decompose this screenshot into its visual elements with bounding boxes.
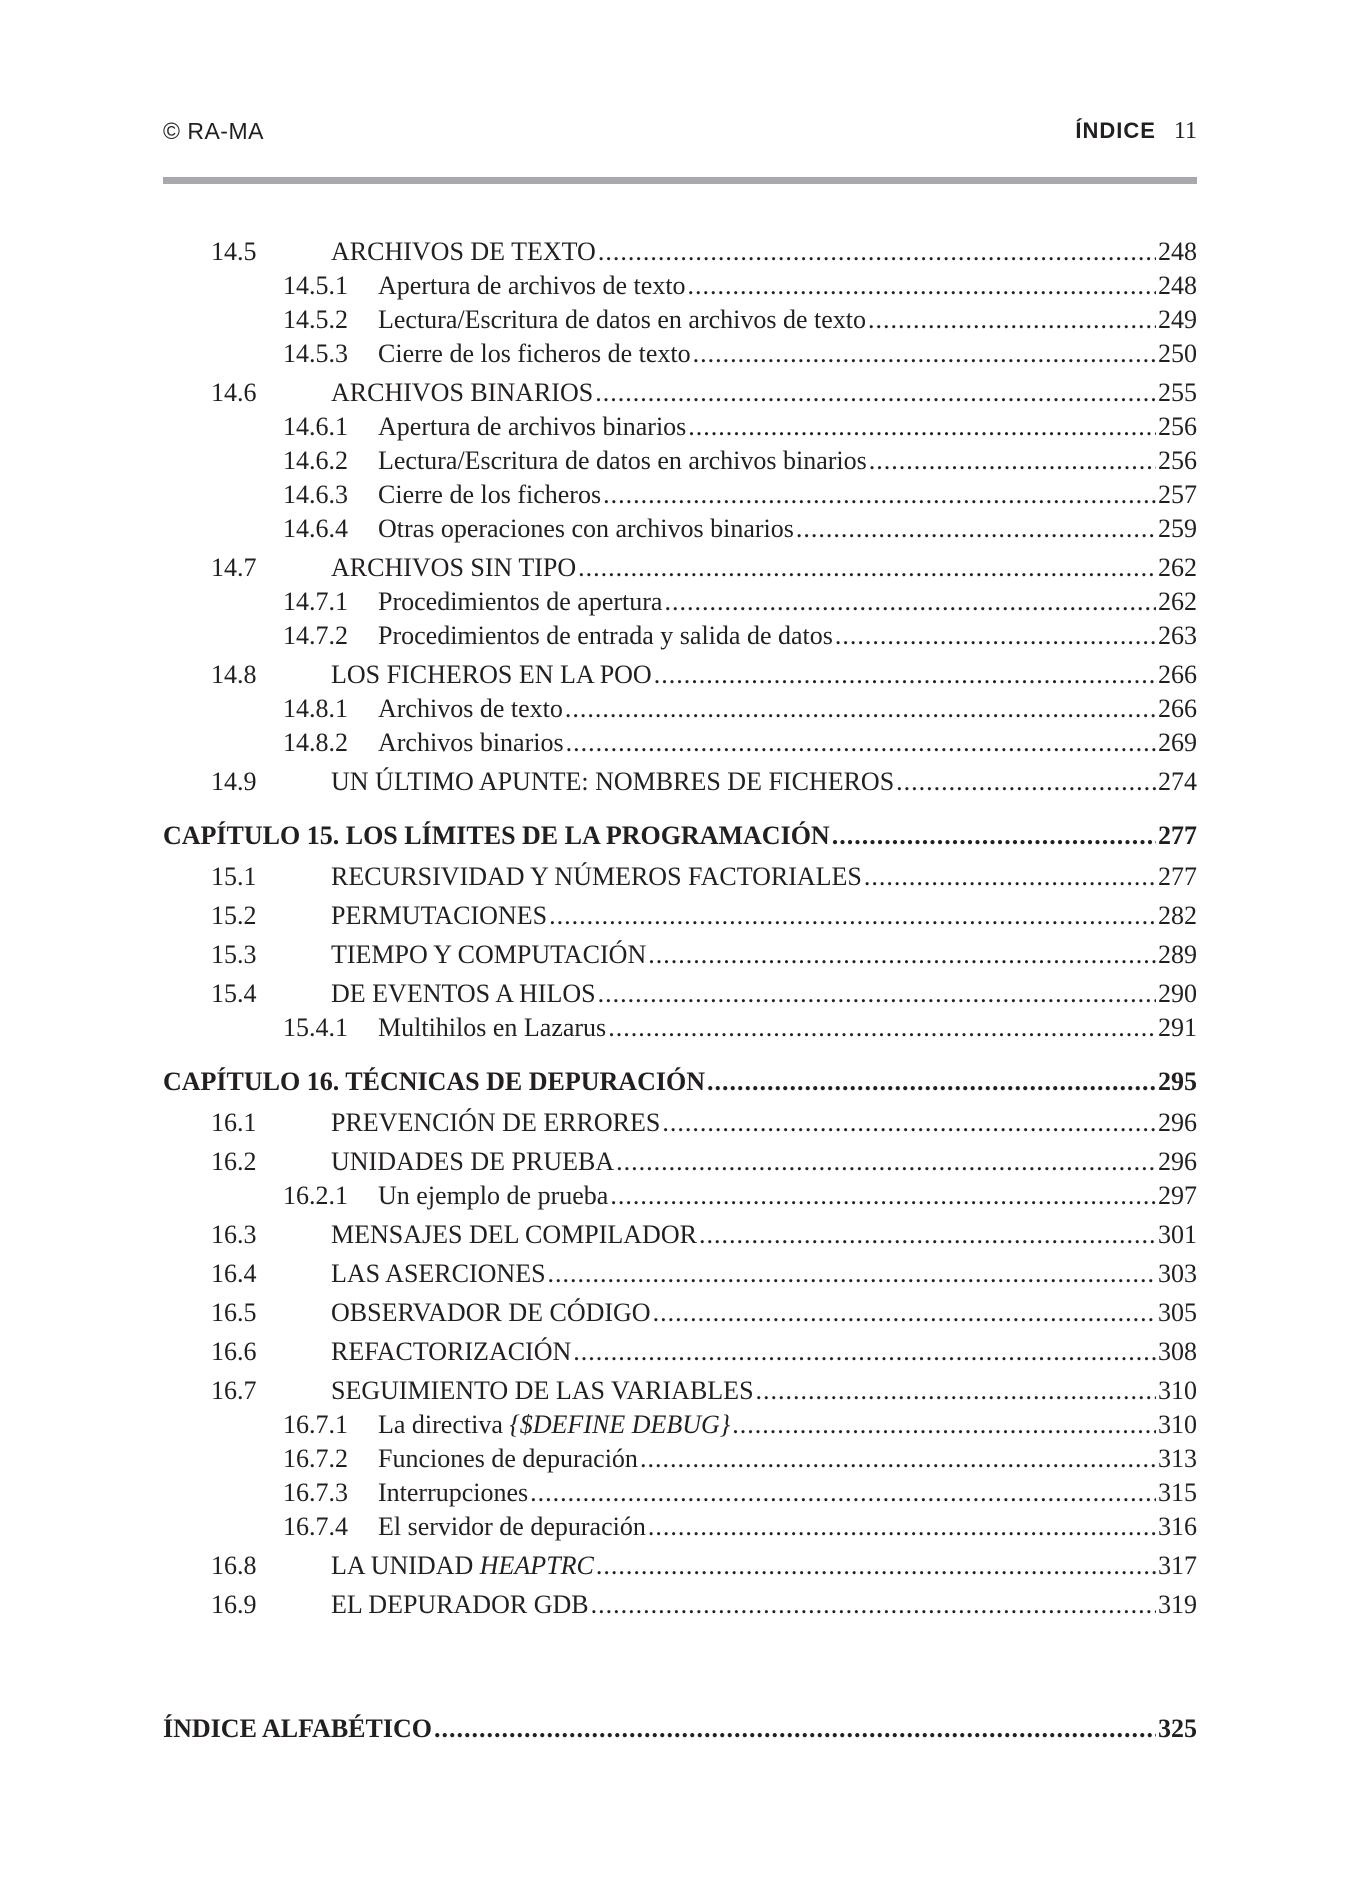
toc-entry (163, 1218, 1197, 1252)
toc-entry (163, 1179, 1197, 1213)
dot-leader (548, 1257, 1156, 1291)
toc-entry-page: 297 (1158, 1181, 1197, 1210)
toc-entry-title-text: REFACTORIZACIÓN (331, 1337, 572, 1366)
toc-entry-page: 290 (1158, 979, 1197, 1008)
toc-entry (163, 765, 1197, 799)
toc-entry-title (378, 1442, 638, 1476)
toc-entry (163, 1442, 1197, 1476)
toc-entry-number: 16.6 (211, 1337, 257, 1366)
dot-leader (868, 303, 1156, 337)
toc-entry-page: 248 (1158, 237, 1197, 266)
toc-entry-page: 296 (1158, 1147, 1197, 1176)
dot-leader (608, 1011, 1156, 1045)
toc-entry-title (331, 1218, 697, 1252)
toc-entry-page: 305 (1158, 1298, 1197, 1327)
table-of-contents (163, 230, 1197, 1746)
toc-entry-title (378, 726, 564, 760)
toc-entry-number: 14.7 (211, 553, 257, 582)
dot-leader (598, 235, 1156, 269)
toc-entry-title-text: PERMUTACIONES (331, 901, 548, 930)
toc-entry-title (378, 1408, 730, 1442)
toc-entry-page: 295 (1158, 1067, 1197, 1096)
toc-entry-page: 266 (1158, 694, 1197, 723)
toc-entry-title (378, 1179, 608, 1213)
toc-entry-title (378, 303, 866, 337)
toc-entry-page: 263 (1158, 621, 1197, 650)
toc-entry-title (331, 235, 596, 269)
dot-leader (832, 819, 1156, 853)
toc-entry-number: 14.7.2 (283, 621, 348, 650)
toc-entry-title (378, 1510, 646, 1544)
toc-entry-title (331, 1549, 594, 1583)
toc-entry-title-text: Otras operaciones con archivos binarios (378, 514, 794, 543)
toc-entry-number: 14.6.4 (283, 514, 348, 543)
toc-entry (163, 269, 1197, 303)
toc-entry-page: 291 (1158, 1013, 1197, 1042)
toc-entry-number: 16.1 (211, 1108, 257, 1137)
toc-entry-title (331, 658, 652, 692)
toc-entry-title-text: DE EVENTOS A HILOS (331, 979, 596, 1008)
dot-leader (648, 938, 1156, 972)
toc-entry-page: 256 (1158, 446, 1197, 475)
dot-leader (664, 585, 1156, 619)
toc-entry (163, 444, 1197, 478)
toc-entry-title-text: LOS FICHEROS EN LA POO (331, 660, 652, 689)
toc-entry-number: 16.3 (211, 1220, 257, 1249)
toc-entry-page: 248 (1158, 271, 1197, 300)
toc-entry-number: 15.4 (211, 979, 257, 1008)
toc-entry-number: 14.8.2 (283, 728, 348, 757)
toc-entry (163, 726, 1197, 760)
toc-entry-title-text: Lectura/Escritura de datos en archivos de texto (378, 305, 867, 334)
dot-leader (699, 1218, 1156, 1252)
toc-entry-number: 15.1 (211, 862, 257, 891)
toc-entry-title-text: Un ejemplo de prueba (378, 1181, 609, 1210)
toc-entry-title (331, 1257, 546, 1291)
toc-entry-title (331, 1588, 589, 1622)
toc-entry-title-text: Procedimientos de apertura (378, 587, 663, 616)
toc-entry-number: 14.7.1 (283, 587, 348, 616)
toc-entry-title-text: PREVENCIÓN DE ERRORES (331, 1108, 661, 1137)
toc-entry-number: 15.2 (211, 901, 257, 930)
dot-leader (565, 692, 1156, 726)
dot-leader (616, 1145, 1156, 1179)
toc-entry-number: 15.3 (211, 940, 257, 969)
toc-entry-number: 16.2 (211, 1147, 257, 1176)
page-number: 11 (1173, 118, 1197, 144)
toc-entry (163, 658, 1197, 692)
toc-entry-page: 317 (1158, 1551, 1197, 1580)
toc-entry (163, 585, 1197, 619)
toc-entry-title-text: MENSAJES DEL COMPILADOR (331, 1220, 697, 1249)
toc-entry-title-text: Cierre de los ficheros de texto (378, 339, 691, 368)
toc-entry-title-text: Cierre de los ficheros (378, 480, 602, 509)
dot-leader (595, 376, 1156, 410)
toc-entry-number: 16.8 (211, 1551, 257, 1580)
dot-leader (573, 1335, 1156, 1369)
toc-entry (163, 899, 1197, 933)
dot-leader (688, 410, 1156, 444)
toc-entry-page: 316 (1158, 1512, 1197, 1541)
toc-entry-page: 301 (1158, 1220, 1197, 1249)
toc-entry-number: 14.5.3 (283, 339, 348, 368)
toc-entry-title-text: Archivos de texto (378, 694, 563, 723)
toc-entry (163, 692, 1197, 726)
toc-entry-title (331, 1296, 651, 1330)
toc-entry-title-italic: HEAPTRC (479, 1551, 594, 1580)
toc-entry-page: 308 (1158, 1337, 1197, 1366)
toc-entry-title (331, 977, 596, 1011)
toc-entry-title-italic: {$DEFINE DEBUG} (509, 1410, 731, 1439)
toc-entry-page: 313 (1158, 1444, 1197, 1473)
toc-entry-title-text: EL DEPURADOR GDB (331, 1590, 589, 1619)
toc-entry-title-text: Archivos binarios (378, 728, 564, 757)
dot-leader (434, 1712, 1156, 1746)
dot-leader (654, 658, 1156, 692)
toc-entry-title (331, 899, 547, 933)
toc-entry-title (378, 1011, 606, 1045)
toc-entry (163, 551, 1197, 585)
toc-entry-title (378, 512, 794, 546)
toc-entry (163, 1296, 1197, 1330)
toc-entry (163, 337, 1197, 371)
toc-entry-title-text: RECURSIVIDAD Y NÚMEROS FACTORIALES (331, 862, 862, 891)
toc-entry-page: 303 (1158, 1259, 1197, 1288)
toc-entry-title-text: Apertura de archivos de texto (378, 271, 686, 300)
toc-entry (163, 1476, 1197, 1510)
toc-entry-number: 16.4 (211, 1259, 257, 1288)
toc-entry (163, 977, 1197, 1011)
toc-entry-page: 274 (1158, 767, 1197, 796)
dot-leader (693, 337, 1156, 371)
toc-entry (163, 410, 1197, 444)
toc-entry-title-text: Apertura de archivos binarios (378, 412, 687, 441)
toc-entry-number: 16.7.3 (283, 1478, 348, 1507)
toc-entry-number: 16.7 (211, 1376, 257, 1405)
toc-entry (163, 512, 1197, 546)
toc-entry-title (378, 269, 686, 303)
toc-entry (163, 819, 1197, 855)
toc-entry-title-text: Interrupciones (378, 1478, 529, 1507)
toc-entry-page: 325 (1158, 1714, 1197, 1743)
toc-entry (163, 478, 1197, 512)
dot-leader (869, 444, 1156, 478)
toc-entry-page: 256 (1158, 412, 1197, 441)
dot-leader (566, 726, 1156, 760)
toc-entry-page: 257 (1158, 480, 1197, 509)
toc-entry-title (331, 860, 862, 894)
toc-entry (163, 619, 1197, 653)
dot-leader (610, 1179, 1156, 1213)
toc-entry (163, 1065, 1197, 1101)
toc-entry-title (378, 585, 662, 619)
toc-entry-number: 14.9 (211, 767, 257, 796)
toc-entry-number: 16.7.2 (283, 1444, 348, 1473)
toc-entry (163, 938, 1197, 972)
dot-leader (640, 1442, 1156, 1476)
toc-entry-page: 282 (1158, 901, 1197, 930)
toc-entry-title-text: UNIDADES DE PRUEBA (331, 1147, 615, 1176)
dot-leader (864, 860, 1156, 894)
toc-entry-number: 14.6.3 (283, 480, 348, 509)
toc-entry-title (378, 619, 833, 653)
toc-entry (163, 1408, 1197, 1442)
toc-entry-title (163, 819, 830, 853)
toc-entry-page: 310 (1158, 1410, 1197, 1439)
header-right (1075, 118, 1197, 145)
toc-entry-page: 310 (1158, 1376, 1197, 1405)
dot-leader (603, 478, 1156, 512)
toc-entry-number: 16.5 (211, 1298, 257, 1327)
toc-entry-title-text: El servidor de depuración (378, 1512, 646, 1541)
dot-leader (598, 977, 1156, 1011)
toc-entry-title (331, 376, 593, 410)
toc-entry-page: 250 (1158, 339, 1197, 368)
toc-entry-number: 14.5 (211, 237, 257, 266)
toc-entry-title-text: LAS ASERCIONES (331, 1259, 546, 1288)
dot-leader (578, 551, 1156, 585)
toc-entry (163, 303, 1197, 337)
toc-entry-title (331, 1374, 754, 1408)
header-rule (163, 177, 1197, 184)
toc-entry-number: 14.5.2 (283, 305, 348, 334)
running-header (163, 118, 1197, 152)
header-title: ÍNDICE (1075, 118, 1156, 143)
toc-entry-page: 249 (1158, 305, 1197, 334)
toc-entry-title (378, 1476, 528, 1510)
dot-leader (732, 1408, 1156, 1442)
toc-entry-title (163, 1712, 432, 1746)
dot-leader (530, 1476, 1156, 1510)
dot-leader (896, 765, 1156, 799)
toc-entry (163, 1335, 1197, 1369)
toc-entry (163, 1549, 1197, 1583)
toc-entry-page: 259 (1158, 514, 1197, 543)
toc-entry-title-text: ARCHIVOS BINARIOS (331, 378, 594, 407)
toc-entry-number: 14.6 (211, 378, 257, 407)
toc-entry (163, 1510, 1197, 1544)
toc-entry-title (331, 1335, 571, 1369)
toc-entry-title (331, 765, 894, 799)
toc-entry-number: 16.2.1 (283, 1181, 348, 1210)
toc-entry-number: 14.6.1 (283, 412, 348, 441)
toc-entry-page: 266 (1158, 660, 1197, 689)
dot-leader (653, 1296, 1156, 1330)
toc-entry-title (378, 478, 601, 512)
dot-leader (596, 1549, 1156, 1583)
dot-leader (756, 1374, 1156, 1408)
toc-entry (163, 1011, 1197, 1045)
toc-entry-title-text: Multihilos en Lazarus (378, 1013, 607, 1042)
toc-entry-page: 319 (1158, 1590, 1197, 1619)
toc-entry-title (378, 337, 691, 371)
toc-entry-page: 262 (1158, 553, 1197, 582)
toc-entry-number: 14.8 (211, 660, 257, 689)
toc-entry-page: 277 (1158, 821, 1197, 850)
toc-entry-title (331, 1106, 660, 1140)
toc-entry-page: 269 (1158, 728, 1197, 757)
toc-entry-title-text: CAPÍTULO 15. LOS LÍMITES DE LA PROGRAMACIÓN (163, 821, 830, 850)
dot-leader (796, 512, 1156, 546)
dot-leader (707, 1065, 1156, 1099)
toc-entry (163, 1257, 1197, 1291)
toc-entry-title-text: ARCHIVOS DE TEXTO (331, 237, 596, 266)
toc-entry-title (331, 1145, 614, 1179)
toc-entry-title-text: UN ÚLTIMO APUNTE: NOMBRES DE FICHEROS (331, 767, 895, 796)
toc-entry-number: 16.9 (211, 1590, 257, 1619)
toc-entry (163, 1145, 1197, 1179)
toc-entry-number: 16.7.1 (283, 1410, 348, 1439)
toc-entry-title-text: ARCHIVOS SIN TIPO (331, 553, 577, 582)
toc-entry (163, 1588, 1197, 1622)
dot-leader (549, 899, 1156, 933)
toc-entry-page: 315 (1158, 1478, 1197, 1507)
toc-entry-number: 14.8.1 (283, 694, 348, 723)
toc-entry (163, 376, 1197, 410)
dot-leader (591, 1588, 1156, 1622)
toc-entry-page: 277 (1158, 862, 1197, 891)
toc-entry-title-text: Procedimientos de entrada y salida de datos (378, 621, 833, 650)
toc-entry-title (378, 692, 563, 726)
toc-entry-title-text: Funciones de depuración (378, 1444, 638, 1473)
toc-entry (163, 1106, 1197, 1140)
toc-entry-number: 16.7.4 (283, 1512, 348, 1541)
toc-entry-number: 14.6.2 (283, 446, 348, 475)
toc-entry-number: 15.4.1 (283, 1013, 348, 1042)
toc-entry-page: 296 (1158, 1108, 1197, 1137)
copyright-label: © RA-MA (163, 118, 264, 144)
toc-entry (163, 1374, 1197, 1408)
toc-entry-page: 289 (1158, 940, 1197, 969)
toc-entry-title-text: TIEMPO Y COMPUTACIÓN (331, 940, 647, 969)
dot-leader (835, 619, 1156, 653)
toc-entry (163, 860, 1197, 894)
toc-entry-title-text: CAPÍTULO 16. TÉCNICAS DE DEPURACIÓN (163, 1067, 705, 1096)
toc-entry-title (163, 1065, 705, 1099)
dot-leader (648, 1510, 1156, 1544)
toc-entry-title-text: Lectura/Escritura de datos en archivos binarios (378, 446, 867, 475)
dot-leader (688, 269, 1156, 303)
toc-entry-title (331, 938, 646, 972)
toc-entry (163, 235, 1197, 269)
toc-entry-title-text: La directiva (378, 1410, 503, 1439)
dot-leader (662, 1106, 1156, 1140)
toc-entry-page: 255 (1158, 378, 1197, 407)
toc-entry-title (331, 551, 576, 585)
toc-entry-title (378, 444, 867, 478)
toc-entry-title-text: OBSERVADOR DE CÓDIGO (331, 1298, 651, 1327)
toc-entry-title-text: ÍNDICE ALFABÉTICO (163, 1714, 432, 1743)
toc-entry-page: 262 (1158, 587, 1197, 616)
toc-entry-number: 14.5.1 (283, 271, 348, 300)
toc-entry-title-text: LA UNIDAD (331, 1551, 474, 1580)
toc-entry-title-text: SEGUIMIENTO DE LAS VARIABLES (331, 1376, 754, 1405)
toc-entry-title (378, 410, 686, 444)
toc-entry (163, 1712, 1197, 1746)
